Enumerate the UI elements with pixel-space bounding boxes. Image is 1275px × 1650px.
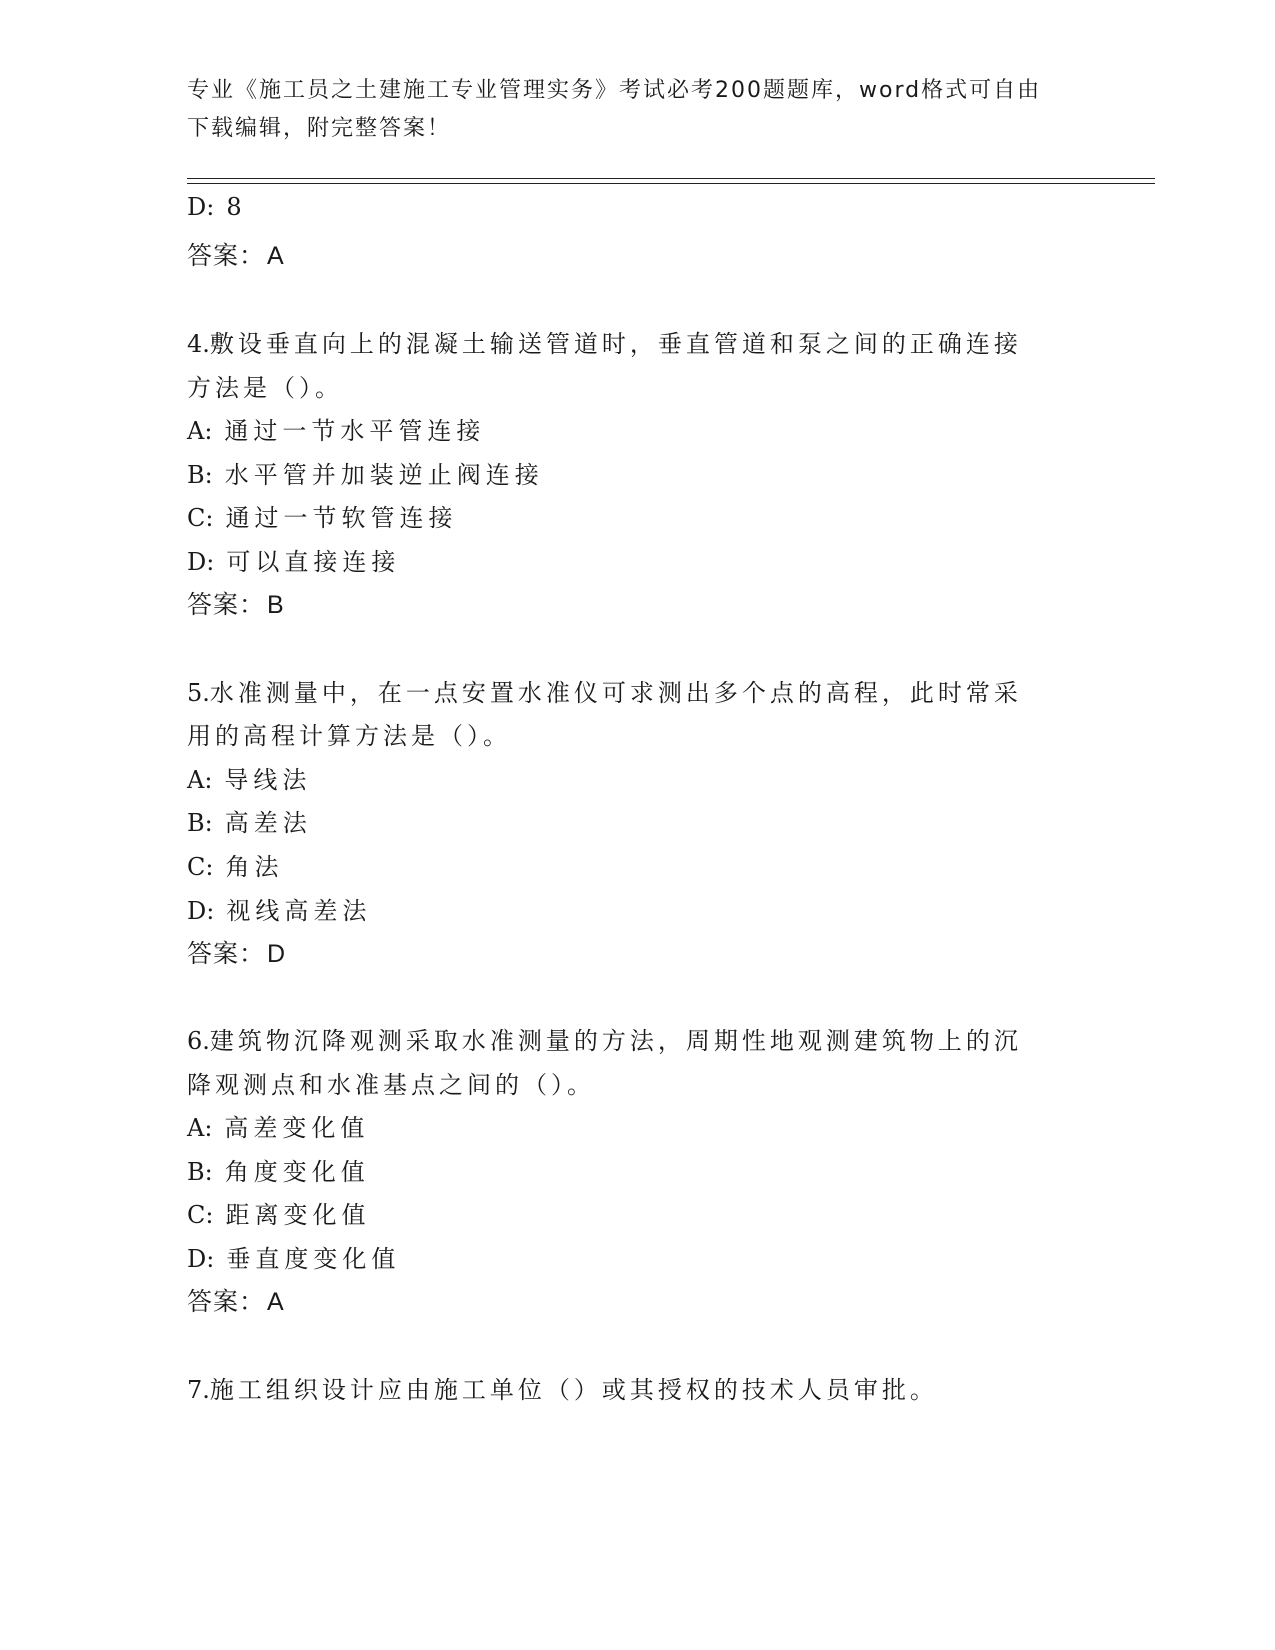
option-label: A: <box>187 1114 213 1142</box>
option-text: 垂直度变化值 <box>226 1245 401 1273</box>
option-label: C: <box>187 1201 214 1229</box>
answer-label: 答案： <box>187 590 266 619</box>
q4-stem-line-2: 方法是（）。 <box>187 374 343 402</box>
q5-option-a <box>187 760 1067 795</box>
question-number: 4. <box>187 330 210 358</box>
option-text: 角法 <box>225 853 284 881</box>
answer-value: B <box>267 591 285 619</box>
q4-answer <box>187 585 1067 621</box>
q5-answer <box>187 934 1067 970</box>
header-line-2: 下载编辑，附完整答案！ <box>187 116 452 141</box>
option-text: 8 <box>226 193 242 221</box>
option-text: 导线法 <box>224 766 312 794</box>
answer-value: A <box>267 242 285 270</box>
q4-option-b <box>187 455 1067 490</box>
prev-answer <box>187 236 1067 272</box>
q4-option-d <box>187 542 1067 577</box>
option-label: A: <box>187 417 213 445</box>
option-text: 通过一节软管连接 <box>225 504 458 532</box>
option-label: B: <box>187 809 213 837</box>
option-label: C: <box>187 504 214 532</box>
q5-option-b <box>187 803 1067 838</box>
question-stem: 建筑物沉降观测采取水准测量的方法，周期性地观测建筑物上的沉 <box>209 1027 1022 1055</box>
answer-value: D <box>267 940 287 968</box>
header-divider-top <box>187 178 1155 179</box>
answer-value: A <box>267 1288 285 1316</box>
prev-option-d <box>187 193 1067 221</box>
option-label: D: <box>187 1245 215 1273</box>
header-line-1: 专业《施工员之土建施工专业管理实务》考试必考200题题库，word格式可自由 <box>187 78 1042 103</box>
option-label: D: <box>187 548 215 576</box>
document-header <box>187 72 1067 148</box>
q6-option-d <box>187 1239 1067 1274</box>
option-label: C: <box>187 853 214 881</box>
question-number: 6. <box>187 1027 210 1055</box>
question-stem: 施工组织设计应由施工单位（）或其授权的技术人员审批。 <box>209 1376 938 1404</box>
option-text: 角度变化值 <box>224 1158 370 1186</box>
option-text: 可以直接连接 <box>226 548 401 576</box>
q6-option-b <box>187 1152 1067 1187</box>
option-text: 高差法 <box>224 809 312 837</box>
option-text: 距离变化值 <box>225 1201 371 1229</box>
option-label: B: <box>187 1158 213 1186</box>
q5-option-c <box>187 847 1067 882</box>
q7-stem-line-1 <box>187 1370 1067 1405</box>
question-number: 7. <box>187 1376 210 1404</box>
q6-option-a <box>187 1108 1067 1143</box>
q6-stem-line-1 <box>187 1021 1067 1056</box>
option-text: 水平管并加装逆止阀连接 <box>224 461 544 489</box>
answer-label: 答案： <box>187 939 266 968</box>
q4-stem-line-1 <box>187 324 1067 359</box>
q6-option-c <box>187 1195 1067 1230</box>
option-text: 通过一节水平管连接 <box>224 417 486 445</box>
q4-option-a <box>187 411 1067 446</box>
option-label: B: <box>187 461 213 489</box>
question-stem: 敷设垂直向上的混凝土输送管道时，垂直管道和泵之间的正确连接 <box>209 330 1022 358</box>
option-label: D: <box>187 897 215 925</box>
answer-label: 答案： <box>187 1287 266 1316</box>
q6-answer <box>187 1282 1067 1318</box>
answer-label: 答案： <box>187 241 266 270</box>
q6-stem-line-2: 降观测点和水准基点之间的（）。 <box>187 1071 595 1099</box>
question-number: 5. <box>187 679 210 707</box>
option-text: 视线高差法 <box>226 897 372 925</box>
option-label: A: <box>187 766 213 794</box>
q5-stem-line-1 <box>187 673 1067 708</box>
q5-option-d <box>187 891 1067 926</box>
option-text: 高差变化值 <box>224 1114 370 1142</box>
option-label: D: <box>187 193 215 221</box>
q4-option-c <box>187 498 1067 533</box>
header-divider-bottom <box>187 183 1155 184</box>
question-stem: 水准测量中，在一点安置水准仪可求测出多个点的高程，此时常采 <box>209 679 1022 707</box>
q5-stem-line-2: 用的高程计算方法是（）。 <box>187 722 511 750</box>
